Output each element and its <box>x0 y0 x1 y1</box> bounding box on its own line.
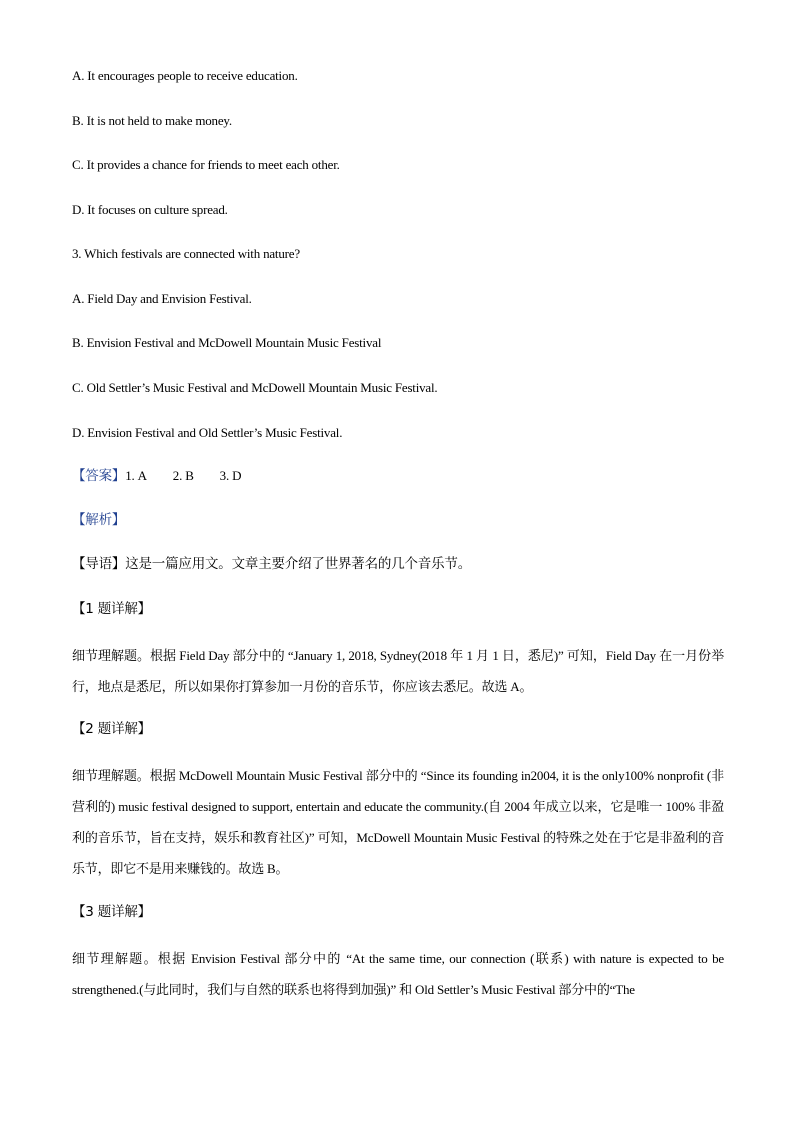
option-3c: C. Old Settler’s Music Festival and McDowell Mountain Music Festival. <box>72 380 438 395</box>
option-2a: A. It encourages people to receive education. <box>72 68 298 83</box>
intro-line <box>72 558 471 572</box>
option-3a: A. Field Day and Envision Festival. <box>72 291 252 306</box>
detail-2-title: 【2 题详解】 <box>72 721 151 737</box>
analysis-label: 【解析】 <box>72 512 126 528</box>
answer-2: 2. B <box>172 468 194 483</box>
answer-3: 3. D <box>219 468 242 483</box>
answer-label: 【答案】 <box>72 468 126 484</box>
answer-line <box>72 469 241 484</box>
question-3: 3. Which festivals are connected with nature? <box>72 246 300 261</box>
option-2d: D. It focuses on culture spread. <box>72 202 228 217</box>
intro-text: 这是一篇应用文。文章主要介绍了世界著名的几个音乐节。 <box>125 556 472 572</box>
option-3b: B. Envision Festival and McDowell Mountain Music Festival <box>72 335 382 350</box>
detail-3-title: 【3 题详解】 <box>72 904 151 920</box>
detail-3-text: 细节理解题。根据 Envision Festival 部分中的 “At the same time, our connection (联系) with nature is expected to be strengthened.(与此同时，我们与自然的联系也将得到加强)” 和 Old Settler’s Music Festival 部分中的“The <box>72 951 724 997</box>
option-3d: D. Envision Festival and Old Settler’s Music Festival. <box>72 425 343 440</box>
option-2c: C. It provides a chance for friends to meet each other. <box>72 157 340 172</box>
intro-label: 【导语】 <box>72 556 126 572</box>
answer-1: 1. A <box>125 468 147 483</box>
detail-1-title: 【1 题详解】 <box>72 601 151 617</box>
detail-2-text: 细节理解题。根据 McDowell Mountain Music Festival 部分中的 “Since its founding in2004, it is the only100% nonprofit (非营利的) music festival designed to support, entertain and educate the community.(自 2004 年成立以来，它是唯一 100% 非盈利的音乐节，旨在支持，娱乐和教育社区)” 可知，McDowell Mountain Music Festival 的特殊之处在于它是非盈利的音乐节，即它不是用来赚钱的。故选 B。 <box>72 768 724 876</box>
option-2b: B. It is not held to make money. <box>72 113 232 128</box>
detail-1-text: 细节理解题。根据 Field Day 部分中的 “January 1, 2018, Sydney(2018 年 1 月 1 日，悉尼)” 可知，Field Day 在一月份举行，地点是悉尼，所以如果你打算参加一月份的音乐节，你应该去悉尼。故选 A。 <box>72 648 724 694</box>
